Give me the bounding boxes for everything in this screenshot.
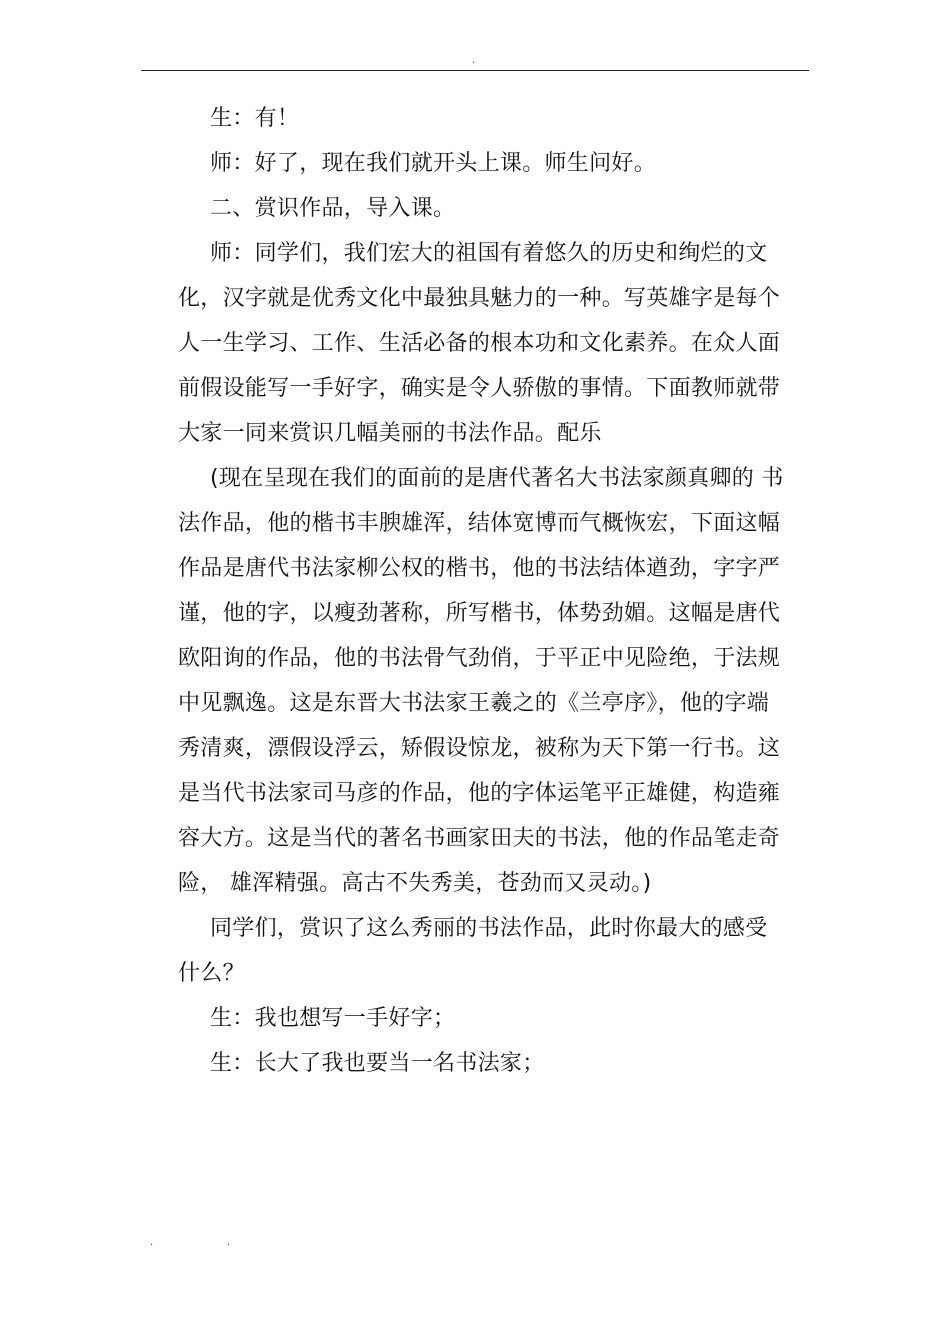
paragraph-line: 二、赏识作品，导入课。 bbox=[210, 196, 456, 221]
paragraph-line: 前假设能写一手好字，确实是令人骄傲的事情。下面教师就带 bbox=[178, 376, 781, 401]
paragraph-line: 欧阳询的作品，他的书法骨气劲俏，于平正中见险绝，于法规 bbox=[178, 646, 781, 671]
paragraph-line: 生：我也想写一手好字； bbox=[210, 1006, 456, 1031]
paragraph-line: 作品是唐代书法家柳公权的楷书，他的书法结体遒劲，字字严 bbox=[178, 556, 781, 581]
paragraph-line: 师：同学们，我们宏大的祖国有着悠久的历史和绚烂的文 bbox=[210, 241, 768, 266]
header-rule bbox=[141, 70, 809, 71]
paragraph-line: 同学们，赏识了这么秀丽的书法作品，此时你最大的感受 bbox=[210, 916, 768, 941]
paragraph-line: 大家一同来赏识几幅美丽的书法作品。配乐 bbox=[178, 421, 602, 446]
paragraph-line: 化，汉字就是优秀文化中最独具魅力的一种。写英雄字是每个 bbox=[178, 286, 781, 311]
paragraph-line: 生：有！ bbox=[210, 106, 300, 131]
paragraph-line: 谨，他的字，以瘦劲著称，所写楷书，体势劲媚。这幅是唐代 bbox=[178, 601, 781, 626]
paragraph-line: 法作品，他的楷书丰腴雄浑，结体宽博而气概恢宏，下面这幅 bbox=[178, 511, 781, 536]
paragraph-line: 险， 雄浑精强。高古不失秀美，苍劲而又灵动。) bbox=[178, 871, 652, 896]
footer-mark: . bbox=[150, 1237, 154, 1248]
header-marker: . bbox=[472, 55, 476, 66]
paragraph-line: 中见飘逸。这是东晋大书法家王羲之的《兰亭序》，他的字端 bbox=[178, 691, 770, 716]
paragraph-line: 容大方。这是当代的著名书画家田夫的书法，他的作品笔走奇 bbox=[178, 826, 781, 851]
paragraph-line: 师：好了，现在我们就开头上课。师生问好。 bbox=[210, 151, 657, 176]
footer-mark: . bbox=[227, 1237, 231, 1248]
paragraph-line: 生：长大了我也要当一名书法家； bbox=[210, 1051, 545, 1076]
paragraph-line: 是当代书法家司马彦的作品，他的字体运笔平正雄健，构造雍 bbox=[178, 781, 781, 806]
paragraph-line: 什么？ bbox=[178, 961, 245, 986]
paragraph-line: 人一生学习、工作、生活必备的根本功和文化素养。在众人面 bbox=[178, 331, 781, 356]
paragraph-line: (现在呈现在我们的面前的是唐代著名大书法家颜真卿的 书 bbox=[210, 466, 784, 491]
paragraph-line: 秀清爽，漂假设浮云，矫假设惊龙，被称为天下第一行书。这 bbox=[178, 736, 781, 761]
